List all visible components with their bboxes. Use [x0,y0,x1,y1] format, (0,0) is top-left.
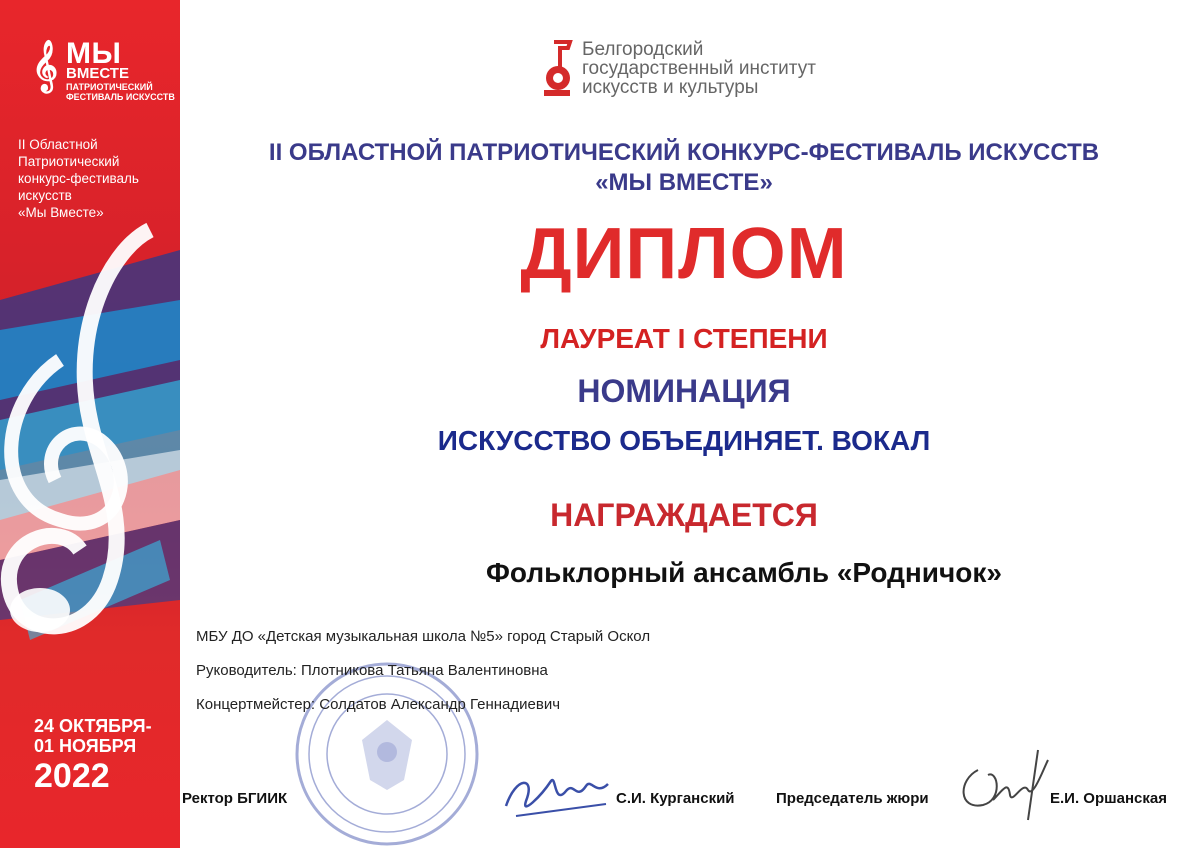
festival-description-line: искусств [18,188,72,203]
rector-name: С.И. Курганский [616,790,735,807]
logo-subtitle: ВМЕСТЕ [66,65,129,82]
logo-line-1: ПАТРИОТИЧЕСКИЙ [66,82,153,92]
date-end: 01 НОЯБРЯ [34,736,137,756]
festival-year: 2022 [34,757,110,795]
rector-label: Ректор БГИИК [182,790,288,807]
jury-chair-name: Е.И. Оршанская [1050,790,1167,807]
festival-description-line: Патриотический [18,154,120,169]
institute-name-line: государственный институт [582,58,816,79]
date-start: 24 ОКТЯБРЯ- [34,716,152,736]
treble-clef-icon: 𝄞 [32,41,59,90]
contest-title-line-1: II ОБЛАСТНОЙ ПАТРИОТИЧЕСКИЙ КОНКУРС-ФЕСТИВАЛЬ ИСКУССТВ [268,139,1100,166]
festival-description-line: «Мы Вместе» [18,205,104,220]
awarded-label: НАГРАЖДАЕТСЯ [550,497,818,533]
festival-description-line: конкурс-фестиваль [18,171,139,186]
leader-info: Руководитель: Плотникова Татьяна Валентиновна [196,662,548,679]
accompanist-info: Концертмейстер: Солдатов Александр Геннадиевич [196,696,561,713]
contest-title-line-2: «МЫ ВМЕСТЕ» [595,169,773,196]
nomination-label: НОМИНАЦИЯ [577,373,791,409]
logo-line-2: ФЕСТИВАЛЬ ИСКУССТВ [66,92,175,102]
recipient-name: Фольклорный ансамбль «Родничок» [486,557,1002,588]
institute-name-line: искусств и культуры [582,77,759,98]
contest-title [184,138,1184,198]
diploma-title: ДИПЛОМ [520,214,848,294]
logo-title: МЫ [66,37,122,70]
festival-description-line: II Областной [18,137,98,152]
nomination-value: ИСКУССТВО ОБЪЕДИНЯЕТ. ВОКАЛ [437,425,931,456]
official-stamp [292,660,482,848]
school-info: МБУ ДО «Детская музыкальная школа №5» город Старый Оскол [196,628,651,645]
award-level: ЛАУРЕАТ I СТЕПЕНИ [540,323,828,354]
festival-dates [34,716,152,796]
festival-sidebar [0,0,180,848]
institute-name [582,40,816,97]
festival-logo [30,37,175,102]
festival-description [18,136,178,221]
rector-signature [496,756,616,830]
institute-emblem-icon [540,38,588,100]
jury-chair-signature [948,740,1068,836]
jury-chair-label: Председатель жюри [776,790,929,807]
institute-name-line: Белгородский [582,39,704,60]
